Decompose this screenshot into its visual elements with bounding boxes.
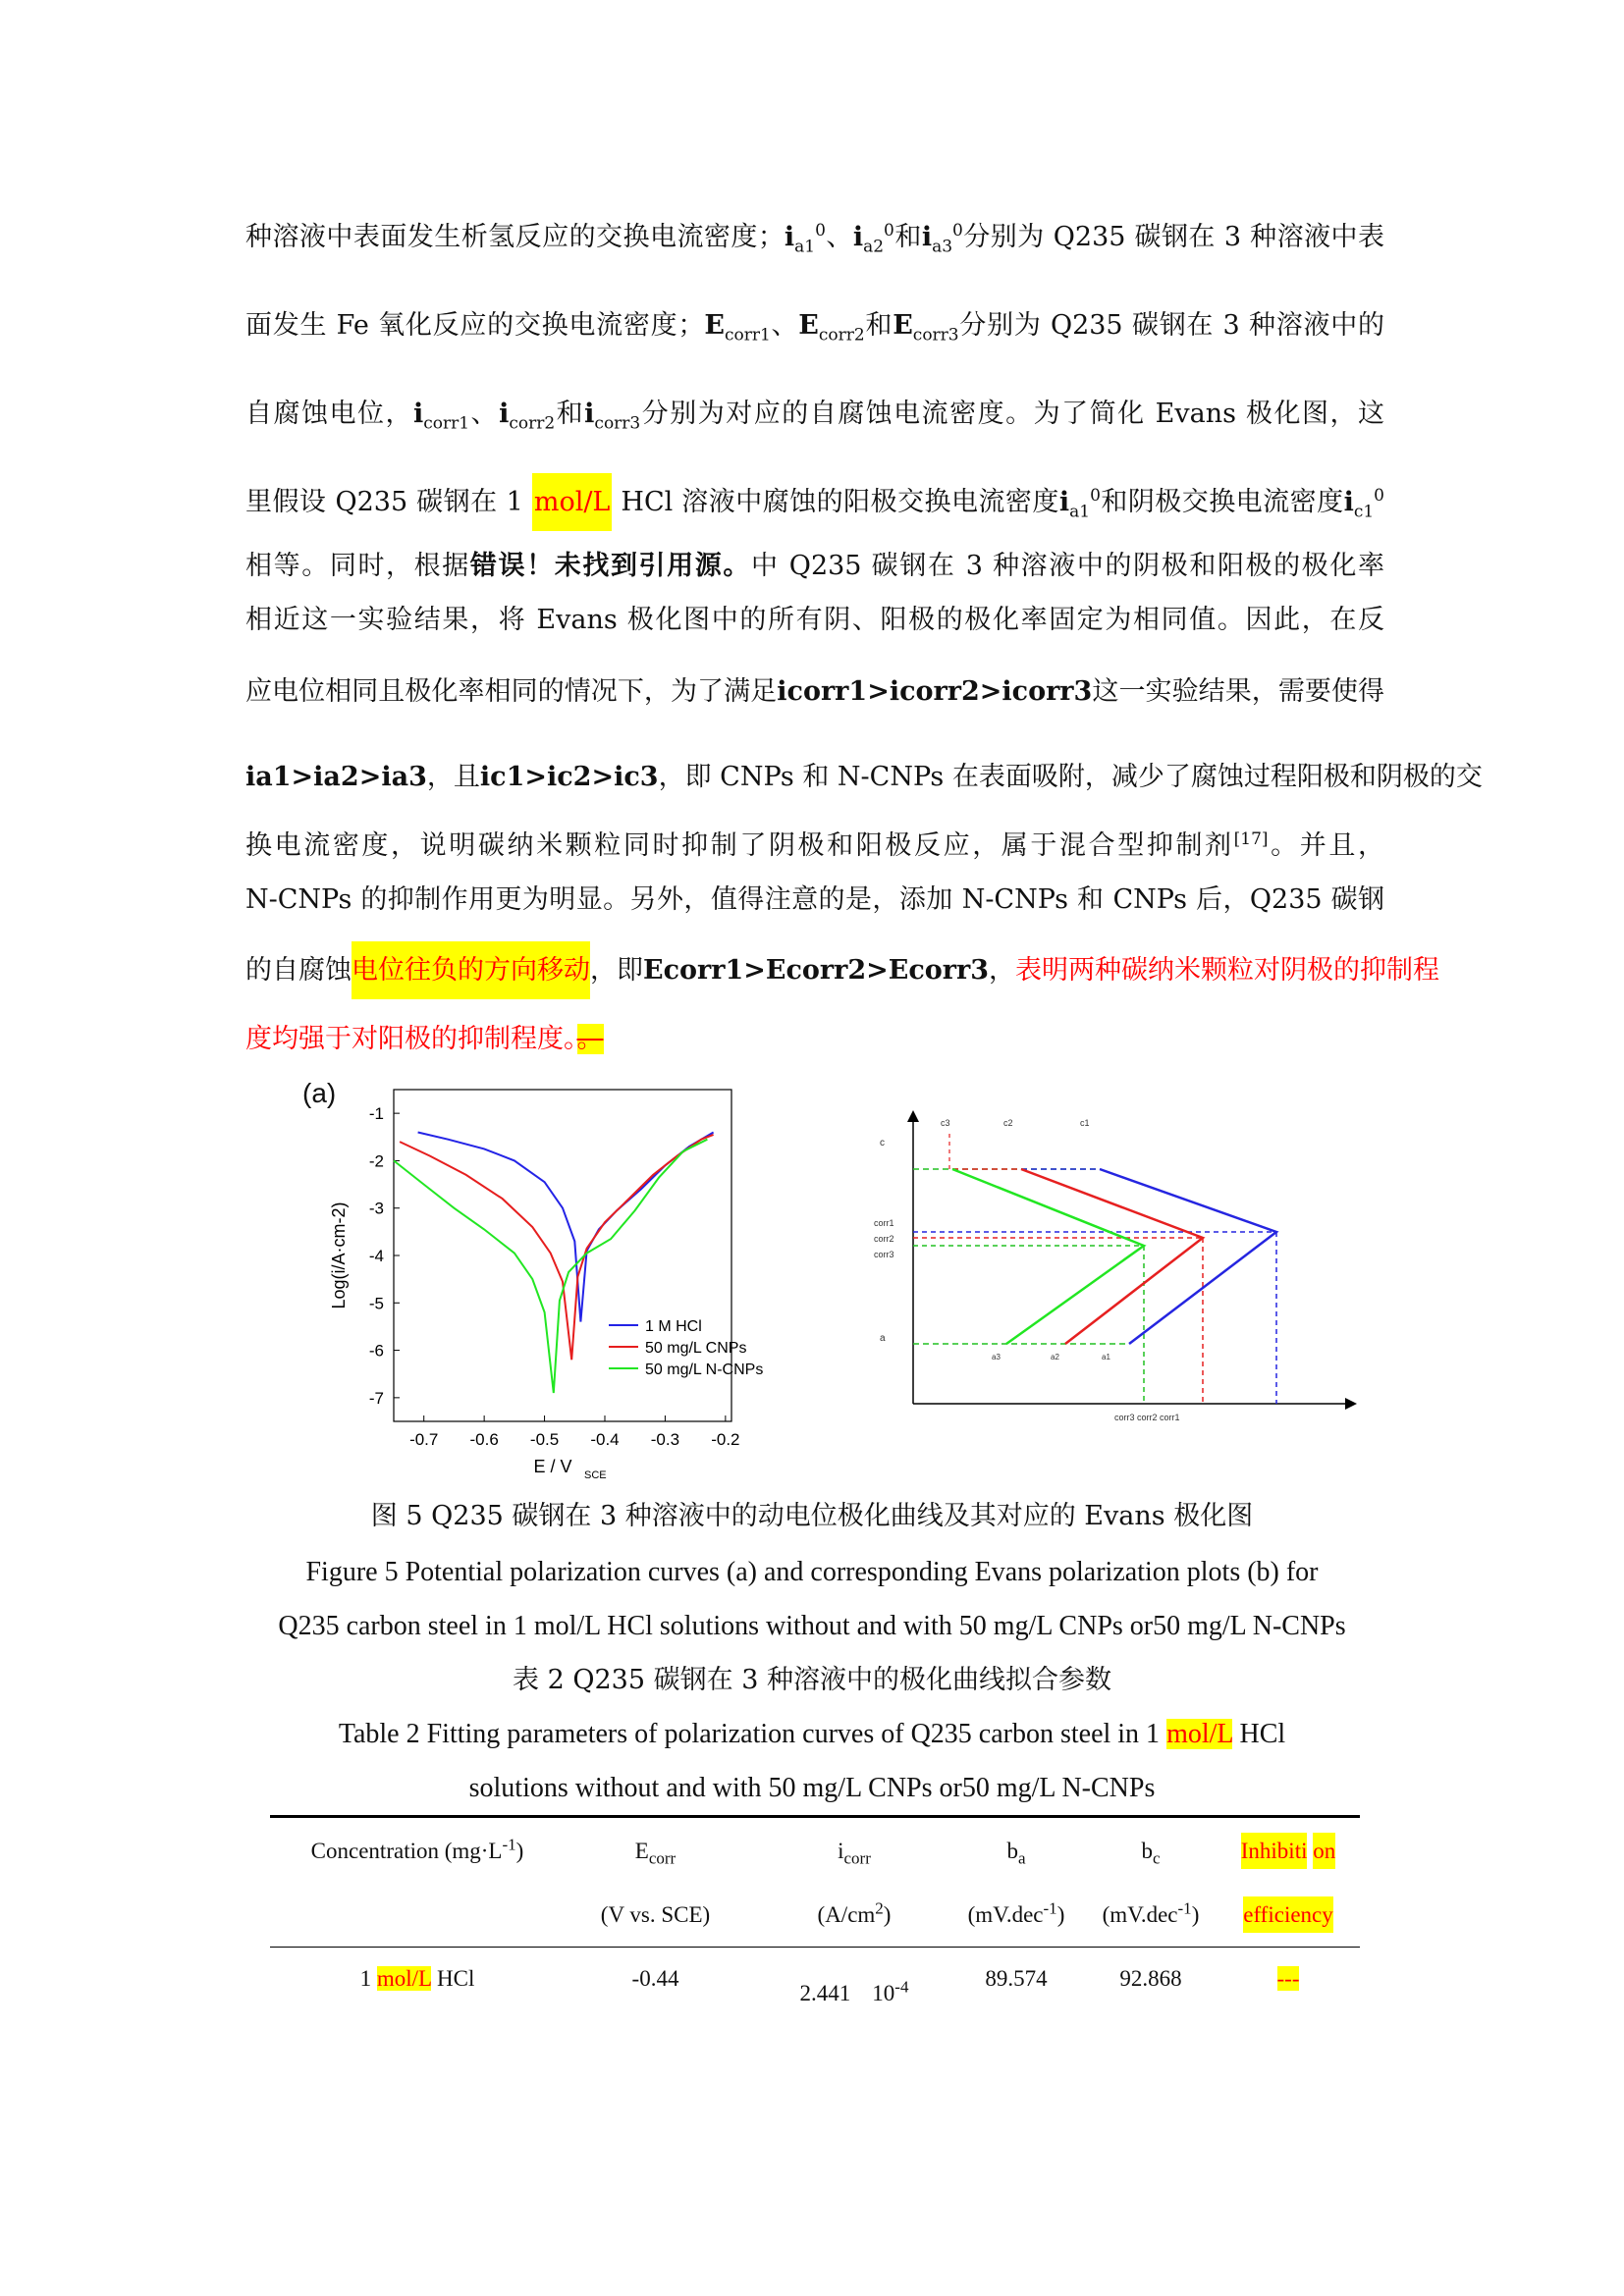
text: 和 [864,310,893,341]
text: 和 [555,399,585,429]
x-tick-label: -0.3 [650,1430,680,1449]
red-text: 表明两种碳纳米颗粒对阴极的抑制程 [1015,955,1440,986]
row1-bc: 92.868 [1119,1966,1182,1991]
text: N-CNPs 的抑制作用更为明显。另外，值得注意的是，添加 N-CNPs 和 CNPs 后，Q235 碳钢 [245,884,1384,915]
sup: 0 [1374,486,1384,506]
evans-label-corr3: corr3 [874,1250,894,1259]
y-tick-label: -5 [368,1294,384,1313]
paragraph-line-10 [245,883,1384,917]
header-icorr-unit [790,1898,918,1928]
text: 中 Q235 碳钢在 3 种溶液中的阴极和阳极的极化率 [751,551,1384,581]
y-axis-label: Log(i/A·cm-2) [329,1201,349,1309]
x-tick-label: -0.5 [529,1430,560,1449]
sup: 0 [952,221,963,240]
text: 10 [872,1981,895,2005]
legend-label-2: 50 mg/L N-CNPs [645,1362,764,1378]
sub: corr1 [423,413,470,434]
sup: -1 [502,1835,516,1854]
sub: corr [843,1848,871,1868]
text: b [1006,1839,1018,1863]
evans-label-c: c [880,1138,885,1148]
symbol-i: i [584,399,595,429]
y-tick-label: -4 [368,1247,384,1265]
sub: a1 [794,237,816,257]
sup: 0 [815,221,826,240]
text: 种溶液中表面发生析氢反应的交换电流密度； [245,222,785,252]
highlighted-unit: mol/L [1166,1719,1233,1749]
sub: corr [648,1848,677,1868]
x-axis-label: E / V [533,1457,572,1476]
text: 面发生 Fe 氧化反应的交换电流密度； [245,310,705,341]
row1-efficiency [1229,1966,1347,1992]
text: 分别为 Q235 碳钢在 3 种溶液中表 [962,222,1385,252]
symbol-i: i [921,222,933,252]
text: 。并且， [1268,830,1385,861]
sub: a [1017,1848,1026,1868]
highlighted-text: efficiency [1243,1896,1333,1933]
symbol-e: E [704,310,725,341]
x-tick-label: -0.7 [409,1430,439,1449]
table-top-rule [270,1815,1360,1818]
text: ) [1056,1902,1065,1927]
inequality: Ecorr1>Ecorr2>Ecorr3 [643,955,990,986]
header-ba [957,1839,1075,1868]
text: 1 [359,1966,377,1991]
text: ，且 [426,762,480,792]
y-arrow-icon [907,1110,919,1122]
text: HCl 溶液中腐蚀的阳极交换电流密度 [612,487,1059,517]
row1-icorr [776,1977,933,2006]
sub: a2 [863,237,885,257]
inequality: ic1>ic2>ic3 [479,762,659,792]
text: 2.441 [799,1981,851,2005]
paragraph-line-6 [245,604,1384,637]
row1-ba: 89.574 [985,1966,1048,1991]
y-tick-label: -3 [368,1199,384,1218]
x-tick-label: -0.6 [469,1430,499,1449]
evans-label-a3: a3 [992,1353,1001,1362]
figure-caption-en-1: Figure 5 Potential polarization curves (a) and corresponding Evans polarization plots (b) for [305,1557,1319,1587]
table-caption-en-1 [98,1718,1526,1751]
text: 换电流密度，说明碳纳米颗粒同时抑制了阴极和阳极反应，属于混合型抑制剂 [245,830,1234,861]
symbol-e: E [798,310,819,341]
highlighted-unit: mol/L [532,473,613,531]
row1-ecorr: -0.44 [631,1966,679,1991]
inequality: icorr1>icorr2>icorr3 [777,676,1093,707]
symbol-i: i [852,222,864,252]
text: (mV.dec [1102,1902,1178,1927]
evans-label-a1: a1 [1102,1353,1110,1362]
text: 和 [893,222,922,252]
sup: -4 [894,1977,909,1997]
highlighted-text: --- [1276,1966,1300,1991]
x-axis-label-sub: SCE [584,1469,607,1481]
text: ，即 [590,955,643,986]
text: ) [1191,1902,1200,1927]
evans-label-c2: c2 [1003,1118,1013,1128]
polarization-chart [314,1080,844,1481]
x-tick-label: -0.2 [711,1430,740,1449]
evans-label-c1: c1 [1080,1118,1090,1128]
sub: c [1152,1848,1161,1868]
x-tick-label: -0.4 [590,1430,620,1449]
sub: c1 [1353,502,1375,522]
sub: corr3 [594,413,641,434]
paragraph-line-11 [245,954,1440,988]
sub: corr2 [509,413,556,434]
sup: -1 [1177,1898,1192,1918]
text: 这一实验结果，需要使得 [1092,676,1385,707]
highlighted-unit: mol/L [376,1966,432,1991]
sup: 2 [875,1898,884,1918]
text: 、 [469,399,500,429]
text: 相近这一实验结果，将 Evans 极化图中的所有阴、阳极的极化率固定为相同值。因此，在反 [245,605,1384,635]
evans-label-a2: a2 [1051,1353,1059,1362]
evans-label-c3: c3 [941,1118,950,1128]
sub: corr2 [818,325,865,346]
table-caption-cn: 表 2 Q235 碳钢在 3 种溶液中的极化曲线拟合参数 [513,1665,1111,1695]
paragraph-line-12 [245,1023,1384,1056]
paragraph-line-8 [245,761,1483,794]
paragraph-line-3 [245,398,1385,434]
evans-label-a: a [880,1333,886,1344]
y-tick-label: -1 [368,1104,384,1124]
symbol-i: i [1343,487,1354,517]
paragraph-line-1 [245,221,1385,257]
paragraph-line-2 [245,309,1385,346]
evans-label-corr1: corr1 [874,1218,894,1228]
sup: -1 [1043,1898,1057,1918]
text: (A/cm [817,1902,876,1927]
text: HCl [1232,1719,1286,1749]
text: 相等。同时，根据 [245,551,470,581]
symbol-i: i [1058,487,1070,517]
text: 、 [825,222,853,252]
text: ，即 CNPs 和 N-CNPs 在表面吸附，减少了腐蚀过程阳极和阴极的交 [658,762,1483,792]
text: 、 [770,310,799,341]
header-efficiency [1229,1839,1347,1864]
symbol-i: i [499,399,510,429]
y-tick-label: -2 [368,1151,384,1171]
text: (mV.dec [967,1902,1044,1927]
header-bc-unit [1092,1898,1210,1928]
series-line-0 [418,1133,714,1322]
text: i [838,1839,844,1863]
text: ， [989,955,1016,986]
inequality: ia1>ia2>ia3 [245,762,427,792]
evans-blue [1100,1169,1276,1344]
paragraph-line-7 [245,675,1384,709]
text: 分别为对应的自腐蚀电流密度。为了简化 Evans 极化图，这 [640,399,1385,429]
paragraph-line-5 [245,550,1384,583]
error-reference: 错误！未找到引用源。 [469,551,751,581]
x-arrow-icon [1345,1398,1357,1410]
header-concentration [285,1835,550,1864]
tracked-mark: 。 [576,1024,604,1054]
paragraph-line-9 [245,829,1384,863]
text: E [634,1839,649,1863]
text: b [1141,1839,1153,1863]
text: 应电位相同且极化率相同的情况下，为了满足 [245,676,778,707]
header-ecorr-unit: (V vs. SCE) [600,1902,711,1927]
table-caption-en-2: solutions without and with 50 mg/L CNPs or50 mg/L N-CNPs [468,1773,1156,1803]
symbol-i: i [784,222,795,252]
legend-label-0: 1 M HCl [645,1318,702,1335]
text: 和阴极交换电流密度 [1100,487,1344,517]
text: 分别为 Q235 碳钢在 3 种溶液中的 [958,310,1385,341]
sup: 0 [1090,486,1101,506]
header-ba-unit [957,1898,1075,1928]
text: 里假设 Q235 碳钢在 1 [245,487,532,517]
evans-label-corr2: corr2 [874,1234,894,1244]
figure-caption-en-2: Q235 carbon steel in 1 mol/L HCl solutions without and with 50 mg/L CNPs or50 mg/L N-CNPs [278,1611,1346,1641]
citation: [17] [1233,829,1269,849]
text: ) [883,1902,892,1927]
evans-diagram [844,1075,1394,1443]
highlighted-text: on [1313,1833,1335,1869]
header-efficiency-2 [1229,1902,1347,1928]
table-header-rule [270,1947,1360,1948]
sub: corr3 [912,325,959,346]
red-text: 度均强于对阳极的抑制程度。 [245,1024,577,1054]
paragraph-line-4 [245,486,1384,522]
text: ) [515,1839,524,1863]
figure-caption-cn: 图 5 Q235 碳钢在 3 种溶液中的动电位极化曲线及其对应的 Evans 极化图 [370,1501,1254,1531]
text: 的自腐蚀 [245,955,352,986]
sub: corr1 [724,325,771,346]
symbol-i: i [412,399,424,429]
y-tick-label: -7 [368,1388,384,1408]
evans-green [952,1169,1144,1344]
sub: a3 [932,237,953,257]
legend-label-1: 50 mg/L CNPs [645,1340,747,1357]
evans-label-xcorr: corr3 corr2 corr1 [1114,1413,1180,1422]
row1-concentration [285,1966,550,1992]
sup: 0 [884,221,894,240]
sub: a1 [1069,502,1091,522]
text: 自腐蚀电位， [245,399,413,429]
y-tick-label: -6 [368,1341,384,1361]
text: Concentration (mg·L [310,1839,503,1863]
header-icorr [790,1839,918,1868]
text: HCl [431,1966,475,1991]
highlighted-phrase: 电位往负的方向移动 [352,941,590,999]
header-ecorr [589,1839,722,1868]
text: Table 2 Fitting parameters of polarization curves of Q235 carbon steel in 1 [338,1719,1167,1749]
highlighted-text: Inhibiti [1241,1833,1308,1869]
symbol-e: E [893,310,913,341]
panel-label-a: (a) [302,1078,337,1108]
header-bc [1092,1839,1210,1868]
